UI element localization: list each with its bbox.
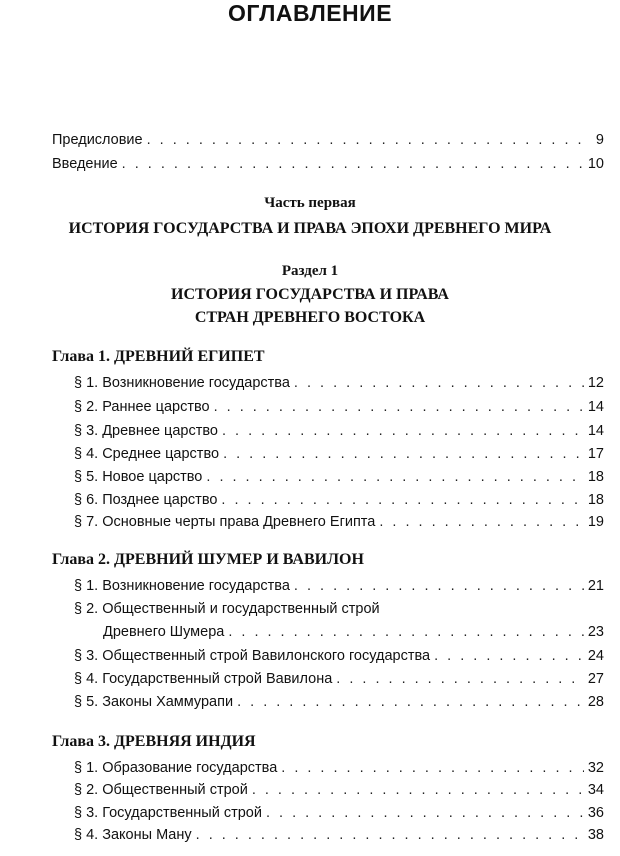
leader-dots	[221, 492, 583, 508]
toc-entry-introduction[interactable]	[52, 156, 604, 176]
section-title-line2: СТРАН ДРЕВНЕГО ВОСТОКА	[194, 309, 426, 326]
toc-entry[interactable]	[74, 760, 604, 780]
toc-entry-label: § 4. Законы Ману	[74, 827, 192, 843]
toc-entry[interactable]	[74, 399, 604, 419]
toc-entry[interactable]	[103, 624, 604, 644]
leader-dots	[214, 399, 584, 415]
toc-entry[interactable]	[74, 514, 604, 534]
leader-dots	[379, 514, 584, 530]
toc-entry-label: § 4. Среднее царство	[74, 446, 220, 462]
leader-dots	[206, 469, 583, 485]
section-title-line1: ИСТОРИЯ ГОСУДАРСТВА И ПРАВА	[171, 286, 449, 303]
toc-entry-preface[interactable]	[52, 132, 604, 152]
toc-page-number: 9	[595, 132, 604, 148]
toc-entry[interactable]	[74, 469, 604, 489]
leader-dots	[294, 578, 584, 594]
toc-entry-label: § 3. Древнее царство	[74, 423, 218, 439]
toc-entry-label: § 6. Позднее царство	[74, 492, 218, 508]
toc-page-number: 24	[587, 648, 604, 664]
toc-page-number: 34	[587, 782, 604, 798]
leader-dots	[266, 805, 584, 821]
toc-entry-label: § 3. Государственный строй	[74, 805, 262, 821]
leader-dots	[237, 694, 584, 710]
toc-entry-label: § 2. Общественный строй	[74, 782, 248, 798]
toc-page-number: 36	[587, 805, 604, 821]
toc-page-number: 18	[587, 469, 604, 485]
toc-entry[interactable]	[74, 671, 604, 691]
toc-entry-label: Предисловие	[52, 132, 143, 148]
toc-entry-label: § 1. Возникновение государства	[74, 578, 290, 594]
toc-page-number: 21	[587, 578, 604, 594]
toc-entry[interactable]	[74, 375, 604, 395]
toc-page-number: 17	[587, 446, 604, 462]
toc-entry[interactable]	[74, 827, 604, 847]
toc-entry-label: § 4. Государственный строй Вавилона	[74, 671, 333, 687]
toc-page-number: 18	[587, 492, 604, 508]
toc-page-number: 32	[587, 760, 604, 776]
toc-entry[interactable]	[74, 492, 604, 512]
leader-dots	[196, 827, 584, 843]
toc-entry-label: § 1. Возникновение государства	[74, 375, 290, 391]
toc-entry-label: § 2. Раннее царство	[74, 399, 210, 415]
chapter-3-title: Глава 3. ДРЕВНЯЯ ИНДИЯ	[52, 733, 256, 750]
toc-entry[interactable]	[74, 782, 604, 802]
toc-entry-label: § 7. Основные черты права Древнего Египта	[74, 514, 376, 530]
toc-entry-label: § 5. Законы Хаммурапи	[74, 694, 234, 710]
section-label: Раздел 1	[281, 263, 339, 279]
toc-page-number: 28	[587, 694, 604, 710]
toc-entry[interactable]	[74, 423, 604, 443]
toc-entry-label[interactable]: § 2. Общественный и государственный строй	[74, 601, 380, 617]
chapter-2-title: Глава 2. ДРЕВНИЙ ШУМЕР И ВАВИЛОН	[52, 551, 364, 568]
toc-page-number: 23	[587, 624, 604, 640]
leader-dots	[281, 760, 584, 776]
toc-page-number: 27	[587, 671, 604, 687]
leader-dots	[294, 375, 584, 391]
page-title: ОГЛАВЛЕНИЕ	[227, 0, 393, 26]
toc-entry-label: § 5. Новое царство	[74, 469, 203, 485]
part-label: Часть первая	[264, 195, 356, 211]
toc-entry[interactable]	[74, 694, 604, 714]
toc-entry[interactable]	[74, 446, 604, 466]
leader-dots	[228, 624, 584, 640]
toc-page-number: 19	[587, 514, 604, 530]
toc-page-number: 14	[587, 399, 604, 415]
toc-entry-label-continued: Древнего Шумера	[103, 624, 225, 640]
leader-dots	[147, 132, 584, 148]
toc-entry[interactable]	[74, 648, 604, 668]
toc-entry[interactable]	[74, 805, 604, 825]
leader-dots	[122, 156, 584, 172]
toc-entry-label: § 1. Образование государства	[74, 760, 278, 776]
toc-page-number: 38	[587, 827, 604, 843]
leader-dots	[252, 782, 584, 798]
part-title: ИСТОРИЯ ГОСУДАРСТВА И ПРАВА ЭПОХИ ДРЕВНЕГО МИРА	[68, 220, 552, 237]
leader-dots	[336, 671, 584, 687]
chapter-1-title: Глава 1. ДРЕВНИЙ ЕГИПЕТ	[52, 348, 265, 365]
toc-entry-label: § 3. Общественный строй Вавилонского государства	[74, 648, 431, 664]
leader-dots	[222, 423, 584, 439]
toc-entry[interactable]	[74, 578, 604, 598]
toc-page-number: 10	[587, 156, 604, 172]
leader-dots	[434, 648, 584, 664]
toc-entry-label: Введение	[52, 156, 118, 172]
toc-page-number: 14	[587, 423, 604, 439]
toc-page-number: 12	[587, 375, 604, 391]
leader-dots	[223, 446, 584, 462]
